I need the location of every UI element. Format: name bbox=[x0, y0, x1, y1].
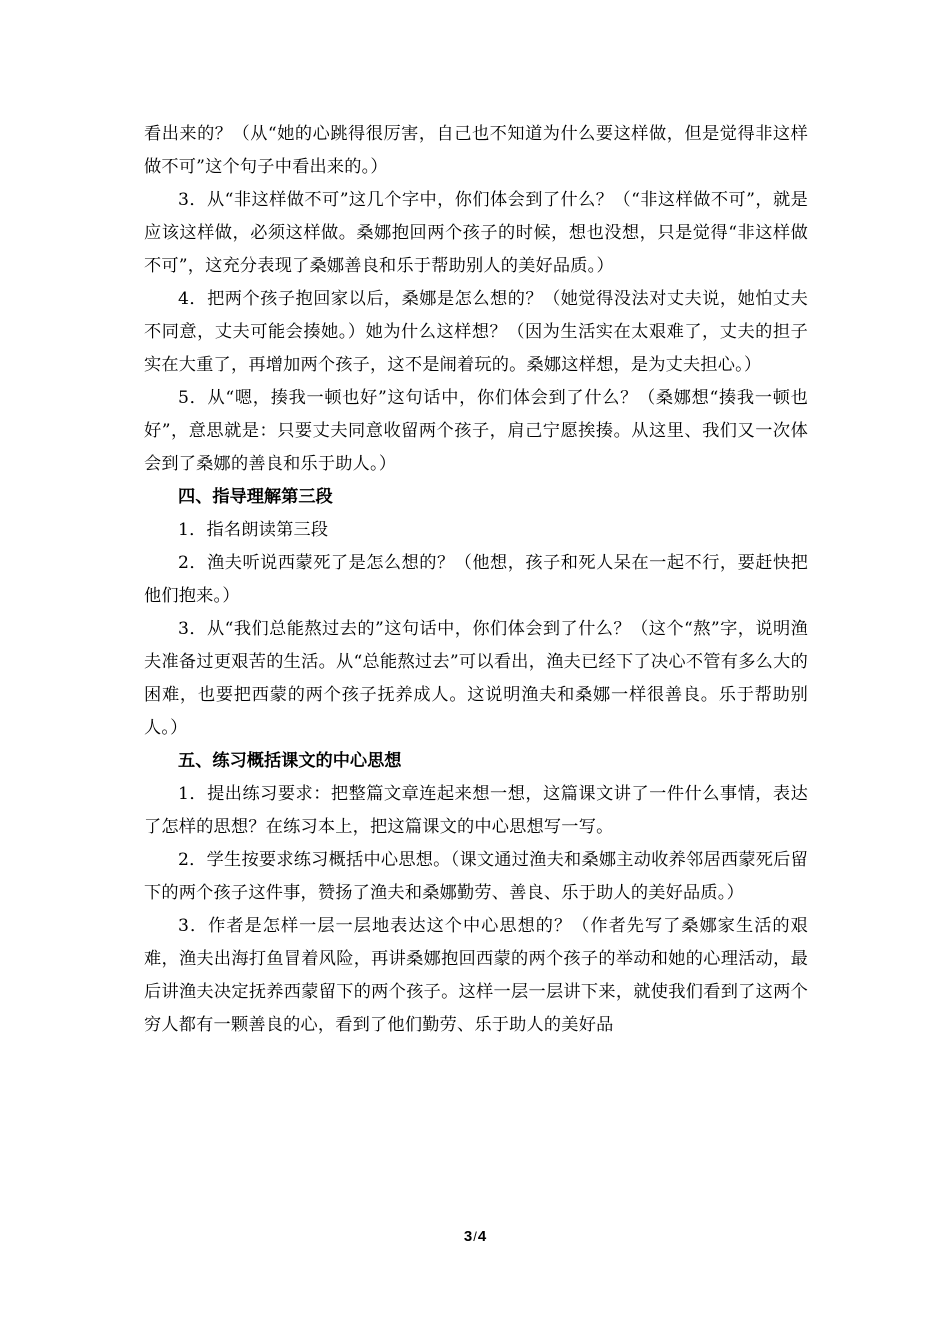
paragraph-item-3: 3．从“我们总能熬过去的”这句话中，你们体会到了什么？（这个“熬”字，说明渔夫准备过更艰苦的生活。从“总能熬过去”可以看出，渔夫已经下了决心不管有多么大的困难，也要把西蒙的两个孩子抚养成人。这说明渔夫和桑娜一样很善良。乐于帮助别人。） bbox=[144, 619, 808, 738]
paragraph-continuation: 看出来的？（从“她的心跳得很厉害，自己也不知道为什么要这样做，但是觉得非这样做不可”这个句子中看出来的。） bbox=[144, 124, 808, 177]
paragraph-question-4: 4．把两个孩子抱回家以后，桑娜是怎么想的？（她觉得没法对丈夫说，她怕丈夫不同意，丈夫可能会揍她。）她为什么这样想？（因为生活实在太艰难了，丈夫的担子实在大重了，再增加两个孩子，这不是闹着玩的。桑娜这样想，是为丈夫担心。） bbox=[144, 289, 808, 375]
page-number bbox=[0, 1228, 950, 1245]
paragraph-item-1: 1．指名朗读第三段 bbox=[178, 520, 329, 540]
section-heading-5: 五、练习概括课文的中心思想 bbox=[178, 751, 402, 771]
paragraph-exercise-2: 2．学生按要求练习概括中心思想。（课文通过渔夫和桑娜主动收养邻居西蒙死后留下的两个孩子这件事，赞扬了渔夫和桑娜勤劳、善良、乐于助人的美好品质。） bbox=[144, 850, 808, 903]
paragraph-exercise-3: 3．作者是怎样一层一层地表达这个中心思想的？（作者先写了桑娜家生活的艰难，渔夫出海打鱼冒着风险，再讲桑娜抱回西蒙的两个孩子的举动和她的心理活动，最后讲渔夫决定抚养西蒙留下的两个孩子。这样一层一层讲下来，就使我们看到了这两个穷人都有一颗善良的心，看到了他们勤劳、乐于助人的美好品 bbox=[144, 916, 808, 1035]
paragraph-item-2: 2．渔夫听说西蒙死了是怎么想的？（他想，孩子和死人呆在一起不行，要赶快把他们抱来。） bbox=[144, 553, 808, 606]
page-body bbox=[144, 118, 808, 1042]
current-page-number: 3 bbox=[463, 1228, 473, 1245]
page-separator: / bbox=[473, 1229, 477, 1244]
section-heading-4: 四、指导理解第三段 bbox=[178, 487, 333, 507]
total-pages-number: 4 bbox=[477, 1228, 487, 1245]
paragraph-question-5: 5．从“嗯，揍我一顿也好”这句话中，你们体会到了什么？（桑娜想“揍我一顿也好”，意思就是：只要丈夫同意收留两个孩子，肩己宁愿挨揍。从这里、我们又一次体会到了桑娜的善良和乐于助人。） bbox=[144, 388, 808, 474]
paragraph-question-3: 3．从“非这样做不可”这几个字中，你们体会到了什么？（“非这样做不可”，就是应该这样做，必须这样做。桑娜抱回两个孩子的时候，想也没想，只是觉得“非这样做不可”，这充分表现了桑娜善良和乐于帮助别人的美好品质。） bbox=[144, 190, 808, 276]
paragraph-exercise-1: 1．提出练习要求：把整篇文章连起来想一想，这篇课文讲了一件什么事情，表达了怎样的思想？在练习本上，把这篇课文的中心思想写一写。 bbox=[144, 784, 808, 837]
